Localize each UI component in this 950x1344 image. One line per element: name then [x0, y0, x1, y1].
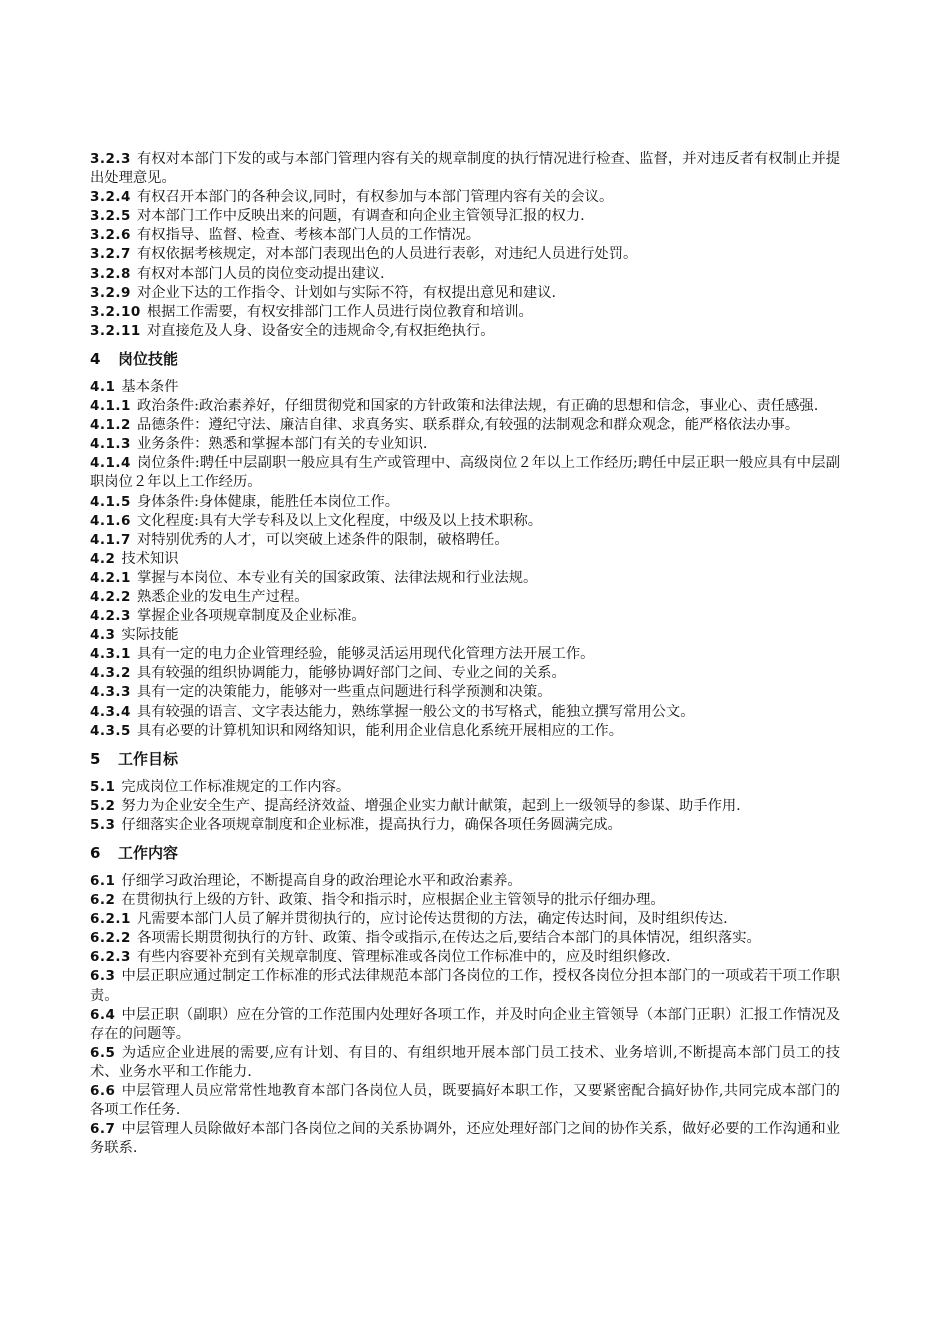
clause-text: 熟悉企业的发电生产过程。	[136, 588, 309, 605]
clause-number: 6.5	[90, 1044, 116, 1061]
clause	[90, 891, 840, 910]
clause-text: 具有较强的组织协调能力，能够协调好部门之间、专业之间的关系。	[136, 665, 566, 682]
clause	[90, 245, 840, 264]
clause	[90, 435, 840, 454]
clause	[90, 531, 840, 550]
clause-number: 4.3.2	[90, 665, 131, 682]
clause	[90, 1082, 840, 1120]
section-number: 4	[90, 349, 101, 368]
clause-number: 4.1.2	[90, 417, 131, 434]
clause-text: 中层正职（副职）应在分管的工作范围内处理好各项工作，并及时向企业主管领导（本部门正职）汇报工作情况及存在的问题等。	[90, 1006, 840, 1042]
section-heading	[90, 843, 840, 863]
clause	[90, 207, 840, 226]
clause	[90, 967, 840, 1005]
clause-number: 4.1.1	[90, 398, 131, 415]
clause	[90, 778, 840, 797]
clause-number: 6.2	[90, 892, 116, 909]
clause-number: 4.1.5	[90, 493, 131, 510]
section-title: 岗位技能	[118, 349, 179, 368]
clause-number: 3.2.8	[90, 265, 131, 282]
clause-text: 有些内容要补充到有关规章制度、管理标准或各岗位工作标准中的，应及时组织修改.	[136, 949, 671, 966]
clause	[90, 929, 840, 948]
document-page	[90, 150, 840, 1158]
clause-number: 6.2.3	[90, 949, 131, 966]
clause	[90, 910, 840, 929]
clause-text: 掌握企业各项规章制度及企业标准。	[136, 608, 366, 625]
clause-number: 6.3	[90, 968, 116, 985]
clause-text: 仔细学习政治理论，不断提高自身的政治理论水平和政治素养。	[121, 873, 522, 889]
clause-number: 4.1.7	[90, 531, 131, 548]
clause-text: 根据工作需要，有权安排部门工作人员进行岗位教育和培训。	[146, 303, 533, 320]
clause-text: 有权对本部门下发的或与本部门管理内容有关的规章制度的执行情况进行检查、监督，并对违反者有权制止并提出处理意见。	[90, 151, 840, 187]
clause-text: 在贯彻执行上级的方针、政策、指令和指示时，应根据企业主管领导的批示仔细办理。	[121, 892, 665, 909]
clause-text: 技术知识	[121, 550, 179, 567]
clause	[90, 569, 840, 588]
clause-text: 仔细落实企业各项规章制度和企业标准，提高执行力，确保各项任务圆满完成。	[121, 816, 622, 833]
clause	[90, 948, 840, 967]
clause-text: 岗位条件:聘任中层副职一般应具有生产或管理中、高级岗位２年以上工作经历;聘任中层正职一般应具有中层副职岗位２年以上工作经历。	[90, 455, 840, 491]
clause-text: 品德条件：遵纪守法、廉洁自律、求真务实、联系群众,有较强的法制观念和群众观念，能严格依法办事。	[136, 417, 800, 434]
clause-text: 实际技能	[121, 627, 179, 644]
clause-text: 为适应企业进展的需要,应有计划、有目的、有组织地开展本部门员工技术、业务培训,不断提高本部门员工的技术、业务水平和工作能力.	[90, 1044, 840, 1080]
clause-number: 4.2	[90, 550, 116, 567]
clause	[90, 664, 840, 683]
clause-text: 政治条件:政治素养好，仔细贯彻党和国家的方针政策和法律法规，有正确的思想和信念，事业心、责任感强.	[136, 398, 819, 415]
clause-text: 对企业下达的工作指令、计划如与实际不符，有权提出意见和建议.	[136, 284, 557, 301]
clause-text: 中层管理人员除做好本部门各岗位之间的关系协调外，还应处理好部门之间的协作关系，做好必要的工作沟通和业务联系.	[90, 1121, 840, 1157]
section-title: 工作目标	[118, 749, 179, 768]
clause-number: 4.3	[90, 627, 116, 644]
clause	[90, 188, 840, 207]
clause-text: 具有一定的决策能力，能够对一些重点问题进行科学预测和决策。	[136, 684, 552, 701]
clause	[90, 493, 840, 512]
clause	[90, 322, 840, 341]
clause	[90, 722, 840, 741]
clause-number: 4.1.3	[90, 436, 131, 453]
clause-number: 6.7	[90, 1121, 116, 1138]
clause-text: 有权指导、监督、检查、考核本部门人员的工作情况。	[136, 227, 481, 244]
clause-number: 5.2	[90, 797, 116, 814]
clause	[90, 872, 840, 891]
clause-text: 凡需要本部门人员了解并贯彻执行的，应讨论传达贯彻的方法，确定传达时间，及时组织传达.	[136, 911, 728, 928]
clause-text: 有权依据考核规定，对本部门表现出色的人员进行表彰，对违纪人员进行处罚。	[136, 246, 638, 263]
clause	[90, 512, 840, 531]
clause-number: 4.2.2	[90, 588, 131, 605]
clause-number: 3.2.5	[90, 208, 131, 225]
clause-text: 有权对本部门人员的岗位变动提出建议.	[136, 265, 385, 282]
clause	[90, 588, 840, 607]
clause	[90, 416, 840, 435]
clause-text: 有权召开本部门的各种会议,同时，有权参加与本部门管理内容有关的会议。	[136, 189, 614, 206]
clause-text: 文化程度:具有大学专科及以上文化程度，中级及以上技术职称。	[136, 512, 543, 529]
clause-number: 6.4	[90, 1006, 116, 1023]
clause-text: 对本部门工作中反映出来的问题，有调查和向企业主管领导汇报的权力.	[136, 208, 585, 225]
clause-number: 4.1.6	[90, 512, 131, 529]
clause-text: 基本条件	[121, 378, 179, 395]
clause-number: 3.2.3	[90, 151, 131, 167]
clause-number: 3.2.9	[90, 284, 131, 301]
clause-number: 4.2.1	[90, 569, 131, 586]
clause-number: 4.2.3	[90, 608, 131, 625]
clause	[90, 797, 840, 816]
clause-number: 6.6	[90, 1083, 116, 1100]
clause-number: 3.2.10	[90, 303, 141, 320]
clause	[90, 607, 840, 626]
clause	[90, 626, 840, 645]
clause	[90, 1120, 840, 1158]
clause-number: 3.2.6	[90, 227, 131, 244]
section-heading	[90, 749, 840, 769]
clause	[90, 703, 840, 722]
clause-text: 努力为企业安全生产、提高经济效益、增强企业实力献计献策，起到上一级领导的参谋、助手作用.	[121, 797, 741, 814]
clause	[90, 1006, 840, 1044]
section-number: 5	[90, 749, 101, 768]
clause-text: 具有一定的电力企业管理经验，能够灵活运用现代化管理方法开展工作。	[136, 646, 595, 663]
clause-text: 中层管理人员应常常性地教育本部门各岗位人员，既要搞好本职工作，又要紧密配合搞好协作,共同完成本部门的各项工作任务.	[90, 1083, 840, 1119]
clause-number: 5.3	[90, 816, 116, 833]
clause-number: 3.2.11	[90, 322, 141, 339]
clause-number: 4.1	[90, 378, 116, 395]
clause-number: 3.2.4	[90, 189, 131, 206]
clause-text: 业务条件：熟悉和掌握本部门有关的专业知识.	[136, 436, 428, 453]
section-heading	[90, 349, 840, 369]
clause	[90, 550, 840, 569]
clause-number: 3.2.7	[90, 246, 131, 263]
clause	[90, 683, 840, 702]
clause-text: 各项需长期贯彻执行的方针、政策、指令或指示,在传达之后,要结合本部门的具体情况，组织落实。	[136, 930, 761, 947]
clause	[90, 226, 840, 245]
clause	[90, 150, 840, 188]
clause	[90, 378, 840, 397]
clause	[90, 645, 840, 664]
clause-text: 具有较强的语言、文字表达能力，熟练掌握一般公文的书写格式，能独立撰写常用公文。	[136, 703, 695, 720]
clause-text: 身体条件:身体健康，能胜任本岗位工作。	[136, 493, 400, 510]
clause-number: 6.2.2	[90, 930, 131, 947]
clause-text: 对直接危及人身、设备安全的违规命令,有权拒绝执行。	[146, 322, 495, 339]
clause-number: 6.2.1	[90, 911, 131, 928]
clause-number: 4.3.1	[90, 646, 131, 663]
clause-number: 5.1	[90, 778, 116, 795]
clause-number: 4.3.3	[90, 684, 131, 701]
clause-text: 具有必要的计算机知识和网络知识，能利用企业信息化系统开展相应的工作。	[136, 722, 624, 739]
clause-text: 对特别优秀的人才，可以突破上述条件的限制，破格聘任。	[136, 531, 509, 548]
section-title: 工作内容	[118, 844, 179, 862]
clause-text: 中层正职应通过制定工作标准的形式法律规范本部门各岗位的工作，授权各岗位分担本部门的一项或若干项工作职责。	[90, 968, 840, 1004]
clause-text: 完成岗位工作标准规定的工作内容。	[121, 778, 351, 795]
clause	[90, 265, 840, 284]
clause-number: 4.1.4	[90, 455, 131, 472]
clause	[90, 454, 840, 492]
clause-number: 4.3.4	[90, 703, 131, 720]
clause-number: 6.1	[90, 873, 116, 889]
clause-number: 4.3.5	[90, 722, 131, 739]
clause	[90, 397, 840, 416]
clause	[90, 816, 840, 835]
clause	[90, 284, 840, 303]
clause-text: 掌握与本岗位、本专业有关的国家政策、法律法规和行业法规。	[136, 569, 538, 586]
section-number: 6	[90, 844, 101, 862]
clause	[90, 1044, 840, 1082]
clause	[90, 303, 840, 322]
